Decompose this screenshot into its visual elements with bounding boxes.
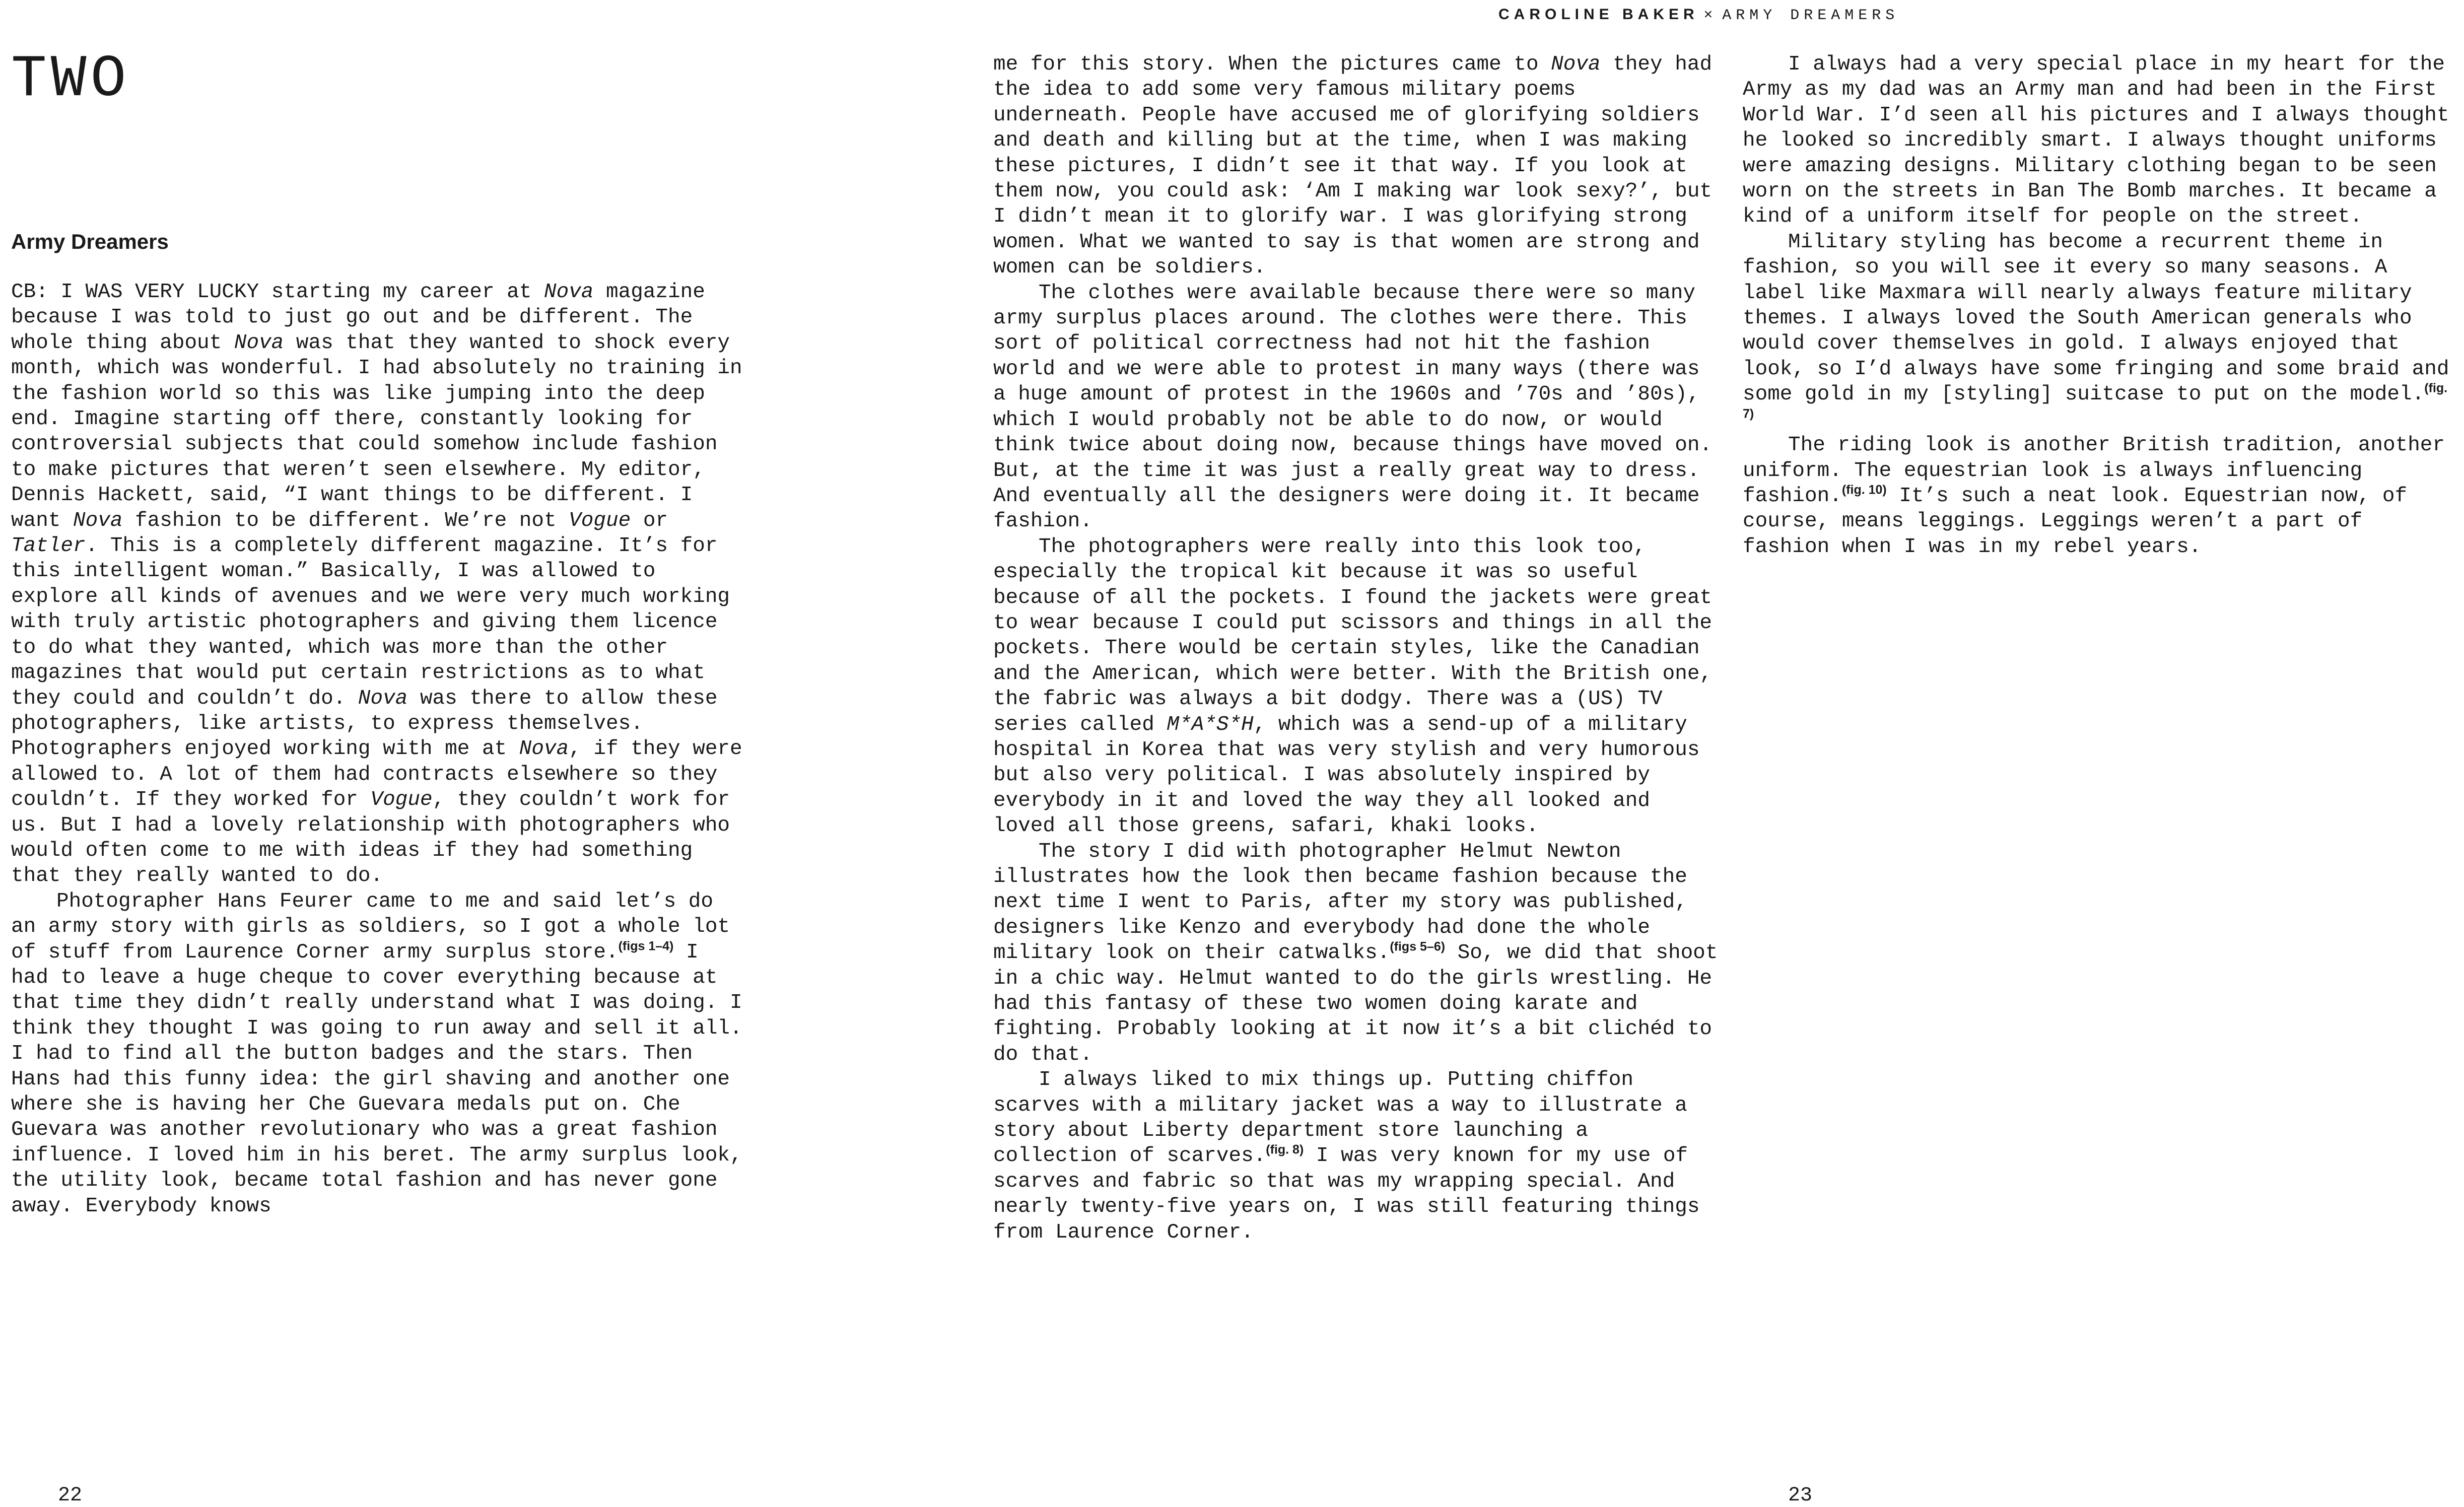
figure-reference: (fig. 8) — [1266, 1142, 1304, 1157]
text-run: The story I did with photographer Helmut Newton illustrates how the look then became fashion because the next time I went to Paris, after my story was published, designers like Kenzo and everybody had done the whole military look on their catwalks. — [993, 840, 1687, 965]
text-column-2 — [993, 52, 1719, 1245]
paragraph — [993, 1067, 1719, 1245]
paragraph: I always had a very special place in my heart for the Army as my dad was an Army man and had been in the First World War. I’d seen all his pictures and I always thought he looked so incredibly smart. I always thought uniforms were amazing designs. Military clothing began to be seen worn on the streets in Ban The Bomb marches. It became a kind of a uniform itself for people on the street. — [1743, 53, 2449, 229]
text-run: I always liked to mix things up. Putting chiffon scarves with a military jacket was a way to illustrate a story about Liberty department store launching a collection of scarves. — [993, 1068, 1687, 1168]
figure-reference: (fig. 7) — [1743, 381, 2448, 421]
magazine-title: Nova — [73, 509, 123, 532]
magazine-title: Nova — [234, 331, 284, 355]
figure-reference: (figs 1–4) — [618, 938, 674, 953]
running-head-separator: × — [1703, 6, 1718, 23]
magazine-title: Tatler — [11, 534, 86, 558]
paragraph: The clothes were available because there were so many army surplus places around. The clothes were there. This sort of political correctness had not hit the fashion world and we were able to protest in many ways (there was a huge amount of protest in the 1960s and ’70s and ’80s), which I would probably not be able to do now, or would think twice about doing now, because things have moved on. But, at the time it was just a really great way to dress. And eventually all the designers were doing it. It became fashion. — [993, 281, 1713, 533]
text-run: I was very known for my use of scarves and fabric so that was my wrapping special. And nearly twenty-five years on, I was still featuring things from Laurence Corner. — [993, 1144, 1700, 1244]
text-run: me for this story. When the pictures came to — [993, 53, 1551, 76]
magazine-title: Nova — [543, 281, 594, 304]
page-number-left: 22 — [58, 1484, 83, 1507]
text-run: they had the idea to add some very famous military poems underneath. People have accused me of glorifying soldiers and death and killing but at the time, when I was making these pictures, I didn’t see it that way. If you look at them now, you could ask: ‘Am I making war look sexy?’, but I didn’t mean it to glorify war. I was glorifying strong women. What we wanted to say is that women are strong and women can be soldiers. — [993, 53, 1713, 280]
text-run: Photographer Hans Feurer came to me and said let’s do an army story with girls as soldiers, so I got a whole lot of stuff from Laurence Corner army surplus store. — [11, 889, 730, 964]
chapter-title: TWO — [11, 46, 130, 113]
tv-series-title: M*A*S*H — [1167, 713, 1254, 736]
text-run: So, we did that shoot in a chic way. Helmut wanted to do the girls wrestling. He had this fantasy of these two women doing karate and fighting. Probably looking at it now it’s a bit clichéd to do that. — [993, 941, 1718, 1066]
text-run: The riding look is another British tradition, another uniform. The equestrian look is always influencing fashion. — [1743, 434, 2445, 508]
page-number-right: 23 — [1788, 1484, 1813, 1507]
paragraph — [11, 280, 746, 889]
figure-reference: (fig. 10) — [1841, 483, 1887, 497]
text-run: , which was a send-up of a military hospital in Korea that was very stylish and very humorous but also very political. I was absolutely inspired by everybody in it and loved the way they all looked and loved all those greens, safari, khaki looks. — [993, 713, 1700, 838]
section-heading: Army Dreamers — [11, 230, 169, 253]
figure-reference: (figs 5–6) — [1390, 939, 1446, 954]
text-column-3 — [1743, 52, 2458, 560]
text-run: CB: I WAS VERY LUCKY starting my career at — [11, 281, 544, 304]
text-run: Military styling has become a recurrent theme in fashion, so you will see it every so many seasons. A label like Maxmara will nearly always feature military themes. I always loved the South American generals who would cover themselves in gold. I always enjoyed that look, so I’d always have some fringing and some braid and some gold in my [styling] suitcase to put on the model. — [1743, 230, 2449, 406]
text-run: was there to allow these photographers, like artists, to express themselves. Photographers enjoyed working with me at — [11, 687, 718, 761]
text-run: was that they wanted to shock every month, which was wonderful. I had absolutely no training in the fashion world so this was like jumping into the deep end. Imagine starting off there, constantly looking for controversial subjects that could somehow include fashion to make pictures that weren’t seen elsewhere. My editor, Dennis Hackett, said, “I want things to be different. I want — [11, 331, 742, 532]
text-run: fashion to be different. We’re not — [122, 509, 569, 532]
text-run: I had to leave a huge cheque to cover everything because at that time they didn’t really understand what I was doing. I think they thought I was going to run away and sell it all. I had to find all the button badges and the stars. Then Hans had this funny idea: the girl shaving and another one where she is having her Che Guevara medals put on. Che Guevara was another revolutionary who was a great fashion influence. I loved him in his beret. The army surplus look, the utility look, became total fashion and has never gone away. Everybody knows — [11, 940, 742, 1218]
text-run: , if they were allowed to. A lot of them had contracts elsewhere so they couldn’t. If they worked for — [11, 737, 742, 812]
text-run: The photographers were really into this look too, especially the tropical kit because it was so useful because of all the pockets. I found the jackets were great to wear because I could put scissors and things in all the pockets. There would be certain styles, like the Canadian and the American, which were better. With the British one, the fabric was always a bit dodgy. There was a (US) TV series called — [993, 535, 1713, 736]
running-head — [1498, 6, 1899, 24]
magazine-title: Vogue — [370, 788, 433, 812]
paragraph — [993, 52, 1719, 281]
magazine-title: Nova — [358, 687, 408, 710]
text-run: . This is a completely different magazine. It’s for this intelligent woman.” Basically, I was allowed to explore all kinds of avenues and we were very much working with truly artistic photographers and giving them licence to do what they wanted, which was more than the other magazines that would put certain restrictions as to what they could and couldn’t do. — [11, 534, 730, 710]
text-run: or — [631, 509, 668, 532]
running-head-author: CAROLINE BAKER — [1498, 6, 1699, 23]
paragraph — [1743, 433, 2458, 560]
text-column-1 — [11, 280, 746, 1219]
paragraph — [993, 839, 1719, 1068]
paragraph — [11, 889, 746, 1219]
text-run: It’s such a neat look. Equestrian now, of course, means leggings. Leggings weren’t a part of fashion when I was in my rebel years. — [1743, 484, 2408, 559]
text-run: , they couldn’t work for us. But I had a lovely relationship with photographers who would often come to me with ideas if they had something that they really wanted to do. — [11, 788, 730, 888]
magazine-title: Nova — [519, 737, 569, 761]
text-run: magazine because I was told to just go out and be different. The whole thing about — [11, 281, 705, 355]
running-head-title: ARMY DREAMERS — [1722, 7, 1899, 24]
magazine-title: Vogue — [569, 509, 631, 532]
paragraph — [993, 534, 1719, 839]
paragraph — [1743, 230, 2458, 433]
magazine-title: Nova — [1551, 53, 1601, 76]
